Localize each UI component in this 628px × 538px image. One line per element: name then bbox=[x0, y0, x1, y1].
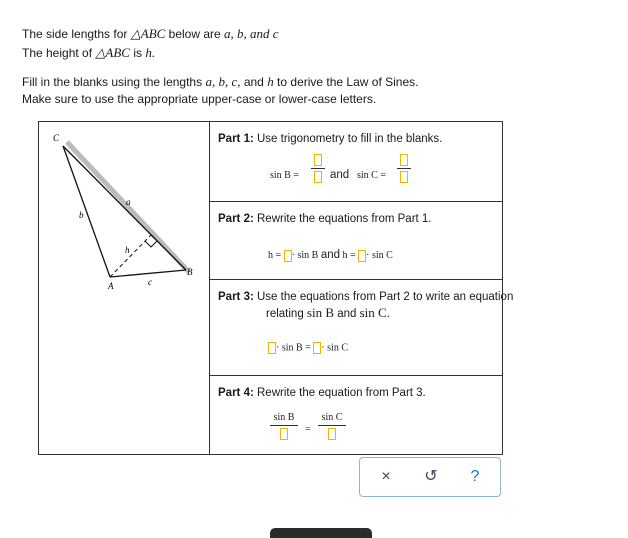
clear-button[interactable]: × bbox=[381, 468, 391, 485]
answer-toolbar bbox=[359, 457, 501, 497]
part-3-equation: · sin B = · sin C bbox=[268, 342, 348, 354]
part-3 bbox=[210, 280, 514, 376]
undo-button[interactable]: ↺ bbox=[424, 468, 438, 485]
part-4-fraction-1: sin B bbox=[270, 412, 298, 440]
help-button[interactable]: ? bbox=[470, 468, 480, 485]
problem-table bbox=[38, 121, 514, 455]
part-1-sinB-label: sin B = bbox=[270, 170, 299, 181]
intro-line-2: The height of △ABC is h. bbox=[22, 45, 156, 60]
part-1-blank-numerator-2[interactable] bbox=[400, 154, 408, 166]
part-1-fraction-1 bbox=[311, 154, 325, 183]
label-b: b bbox=[79, 210, 84, 220]
part-1-blank-denominator-1[interactable] bbox=[314, 171, 322, 183]
part-1-blank-denominator-2[interactable] bbox=[400, 171, 408, 183]
fraction-bar bbox=[397, 168, 411, 169]
part-2 bbox=[210, 202, 502, 280]
triangle-figure bbox=[39, 122, 210, 454]
parts-column bbox=[210, 122, 514, 454]
part-4 bbox=[210, 376, 502, 454]
fraction-bar bbox=[318, 425, 346, 426]
part-1 bbox=[210, 122, 502, 202]
part-1-fraction-2 bbox=[397, 154, 411, 183]
part-3-blank-1[interactable] bbox=[268, 342, 276, 354]
part-2-equations: h = · sin B and h = · sin C bbox=[268, 249, 393, 261]
part-4-equals: = bbox=[305, 424, 311, 435]
label-B: B bbox=[187, 267, 193, 277]
intro-line-1: The side lengths for △ABC below are a, b, and c bbox=[22, 26, 279, 41]
fraction-bar bbox=[270, 425, 298, 426]
part-4-title: Part 4: Rewrite the equation from Part 3. bbox=[218, 387, 426, 399]
label-C: C bbox=[53, 133, 60, 143]
part-4-blank-2[interactable] bbox=[328, 428, 336, 440]
label-a: a bbox=[126, 197, 131, 207]
part-1-and: and bbox=[330, 169, 350, 181]
side-c bbox=[110, 270, 186, 277]
part-2-title: Part 2: Rewrite the equations from Part 1. bbox=[218, 213, 432, 225]
part-2-blank-2[interactable] bbox=[358, 250, 366, 262]
part-4-fraction-2: sin C bbox=[318, 412, 346, 440]
part-4-blank-1[interactable] bbox=[280, 428, 288, 440]
label-c: c bbox=[148, 277, 152, 287]
intro-line-3: Fill in the blanks using the lengths a, b, c, and h to derive the Law of Sines. bbox=[22, 74, 419, 89]
part-1-sinC-label: sin C = bbox=[357, 170, 386, 181]
part-3-title: Part 3: Use the equations from Part 2 to write an equation relating sin B and sin C. bbox=[218, 291, 514, 320]
label-A: A bbox=[108, 281, 114, 291]
part-1-title: Part 1: Use trigonometry to fill in the blanks. bbox=[218, 133, 443, 145]
intro-line-4: Make sure to use the appropriate upper-case or lower-case letters. bbox=[22, 92, 377, 106]
bottom-panel-handle[interactable] bbox=[270, 528, 372, 538]
part-1-blank-numerator-1[interactable] bbox=[314, 154, 322, 166]
triangle-diagram bbox=[39, 122, 209, 454]
part-2-blank-1[interactable] bbox=[284, 250, 292, 262]
label-h: h bbox=[125, 245, 130, 255]
fraction-bar bbox=[311, 168, 325, 169]
